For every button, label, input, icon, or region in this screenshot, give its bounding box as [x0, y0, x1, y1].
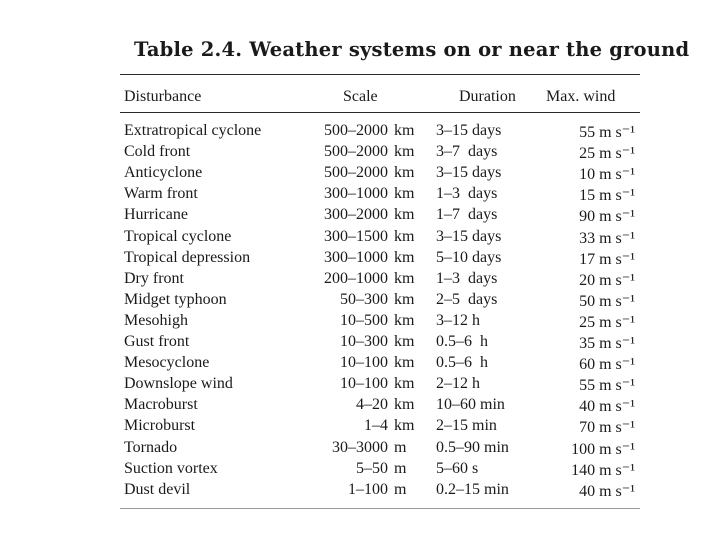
scale-value-cell: 300–1500 [324, 227, 388, 245]
table-row [0, 439, 720, 460]
duration-cell: 3–15 days [436, 227, 502, 245]
table-row [0, 270, 720, 291]
table-row [0, 185, 720, 206]
scale-value-cell: 10–300 [340, 333, 388, 350]
header-rule [120, 112, 640, 113]
table-title: Table 2.4. Weather systems on or near the ground [134, 38, 690, 61]
scale-value-cell: 500–2000 [324, 122, 388, 139]
max-wind-cell: 15 m s⁻¹ [579, 187, 635, 205]
header-scale: Scale [343, 88, 378, 105]
max-wind-cell: 140 m s⁻¹ [571, 461, 635, 479]
max-wind-cell: 40 m s⁻¹ [579, 398, 635, 416]
max-wind-cell: 20 m s⁻¹ [579, 271, 635, 289]
duration-cell: 2–15 min [436, 417, 497, 435]
scale-value-cell: 50–300 [340, 290, 388, 308]
bottom-rule [120, 508, 640, 509]
scale-unit-cell: km [394, 311, 415, 329]
table-header-row [0, 88, 720, 109]
duration-cell: 0.5–6 h [436, 333, 488, 350]
scale-unit-cell: km [394, 122, 415, 139]
max-wind-cell: 40 m s⁻¹ [579, 482, 635, 500]
scale-unit-cell: km [394, 227, 415, 245]
table-row [0, 206, 720, 227]
scale-value-cell: 10–100 [340, 375, 388, 393]
duration-cell: 0.2–15 min [436, 480, 509, 498]
scale-value-cell: 10–100 [340, 354, 388, 372]
max-wind-cell: 100 m s⁻¹ [571, 440, 635, 458]
disturbance-cell: Anticyclone [124, 164, 203, 182]
duration-cell: 5–60 s [436, 459, 479, 477]
scale-unit-cell: km [394, 396, 415, 414]
disturbance-cell: Midget typhoon [124, 290, 227, 308]
disturbance-cell: Mesocyclone [124, 354, 210, 372]
table-row [0, 291, 720, 312]
scale-unit-cell: km [394, 269, 415, 287]
table-row [0, 249, 720, 270]
scale-unit-cell: km [394, 185, 415, 203]
duration-cell: 3–12 h [436, 311, 480, 329]
max-wind-cell: 25 m s⁻¹ [579, 313, 635, 331]
scale-unit-cell: km [394, 290, 415, 308]
max-wind-cell: 90 m s⁻¹ [579, 208, 635, 226]
disturbance-cell: Tropical depression [124, 248, 251, 266]
disturbance-cell: Dry front [124, 269, 184, 287]
table-row [0, 460, 720, 481]
table-row [0, 164, 720, 185]
max-wind-cell: 10 m s⁻¹ [579, 166, 635, 184]
duration-cell: 2–5 days [436, 290, 498, 308]
scale-unit-cell: km [394, 417, 415, 435]
disturbance-cell: Macroburst [124, 396, 198, 414]
duration-cell: 3–15 days [436, 164, 502, 182]
duration-cell: 10–60 min [436, 396, 505, 414]
scale-value-cell: 500–2000 [324, 143, 388, 161]
scale-unit-cell: km [394, 375, 415, 393]
header-max-wind: Max. wind [546, 88, 616, 105]
scale-value-cell: 500–2000 [324, 164, 388, 182]
max-wind-cell: 33 m s⁻¹ [579, 229, 635, 247]
scale-value-cell: 200–1000 [324, 269, 388, 287]
top-rule [120, 74, 640, 75]
duration-cell: 5–10 days [436, 248, 502, 266]
table-row [0, 122, 720, 143]
scale-value-cell: 4–20 [356, 396, 388, 414]
table-row [0, 417, 720, 438]
disturbance-cell: Tropical cyclone [124, 227, 232, 245]
scale-unit-cell: km [394, 206, 415, 224]
scale-value-cell: 5–50 [356, 459, 388, 477]
max-wind-cell: 25 m s⁻¹ [579, 145, 635, 163]
header-disturbance: Disturbance [124, 88, 202, 105]
disturbance-cell: Warm front [124, 185, 198, 203]
scale-unit-cell: km [394, 354, 415, 372]
max-wind-cell: 17 m s⁻¹ [579, 250, 635, 268]
disturbance-cell: Tornado [124, 438, 178, 456]
scale-value-cell: 300–1000 [324, 185, 388, 203]
disturbance-cell: Mesohigh [124, 311, 188, 329]
scale-unit-cell: km [394, 164, 415, 182]
max-wind-cell: 35 m s⁻¹ [579, 335, 635, 352]
max-wind-cell: 55 m s⁻¹ [579, 377, 635, 395]
duration-cell: 2–12 h [436, 375, 480, 393]
disturbance-cell: Hurricane [124, 206, 188, 224]
duration-cell: 3–7 days [436, 143, 498, 161]
duration-cell: 3–15 days [436, 122, 502, 139]
disturbance-cell: Cold front [124, 143, 191, 161]
scale-unit-cell: m [394, 459, 407, 477]
duration-cell: 1–3 days [436, 185, 498, 203]
scale-unit-cell: m [394, 480, 407, 498]
max-wind-cell: 55 m s⁻¹ [579, 124, 635, 141]
duration-cell: 0.5–90 min [436, 438, 509, 456]
max-wind-cell: 60 m s⁻¹ [579, 356, 635, 374]
scale-value-cell: 10–500 [340, 311, 388, 329]
scale-value-cell: 30–3000 [332, 438, 388, 456]
disturbance-cell: Dust devil [124, 480, 191, 498]
scale-unit-cell: km [394, 333, 415, 350]
max-wind-cell: 50 m s⁻¹ [579, 292, 635, 310]
scale-value-cell: 1–4 [364, 417, 388, 435]
scale-value-cell: 1–100 [348, 480, 388, 498]
table-row [0, 481, 720, 502]
table-row [0, 354, 720, 375]
disturbance-cell: Suction vortex [124, 459, 218, 477]
disturbance-cell: Extratropical cyclone [124, 122, 262, 139]
table-row [0, 143, 720, 164]
table-row [0, 228, 720, 249]
scale-unit-cell: km [394, 143, 415, 161]
table-row [0, 312, 720, 333]
duration-cell: 1–7 days [436, 206, 498, 224]
table-row [0, 375, 720, 396]
scale-value-cell: 300–2000 [324, 206, 388, 224]
duration-cell: 1–3 days [436, 269, 498, 287]
disturbance-cell: Downslope wind [124, 375, 233, 393]
disturbance-cell: Gust front [124, 333, 190, 350]
header-duration: Duration [459, 88, 516, 105]
max-wind-cell: 70 m s⁻¹ [579, 419, 635, 437]
table-row [0, 396, 720, 417]
table-row [0, 333, 720, 354]
disturbance-cell: Microburst [124, 417, 196, 435]
scale-value-cell: 300–1000 [324, 248, 388, 266]
scale-unit-cell: km [394, 248, 415, 266]
scale-unit-cell: m [394, 438, 407, 456]
duration-cell: 0.5–6 h [436, 354, 488, 372]
